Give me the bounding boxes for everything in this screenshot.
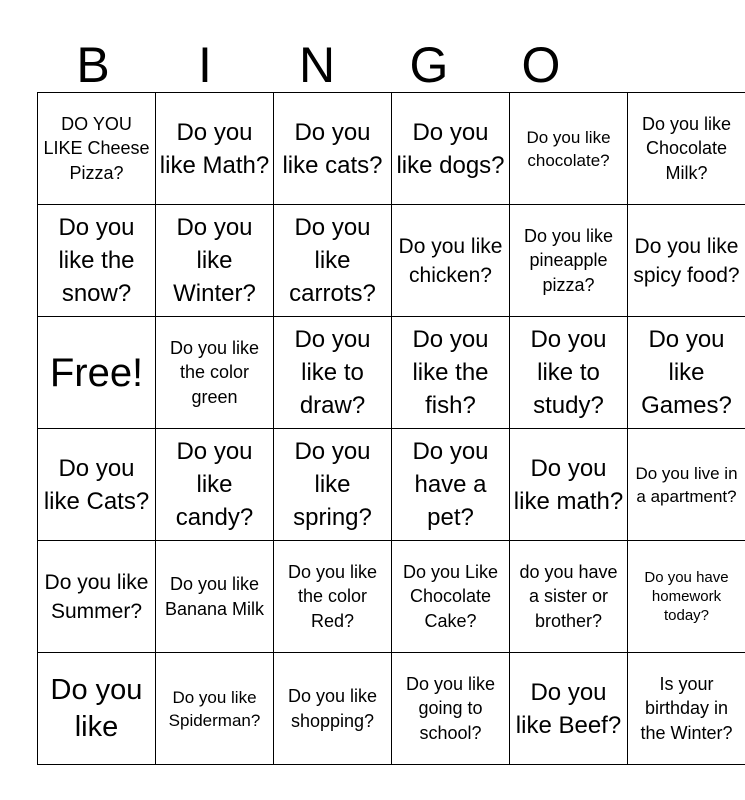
bingo-cell[interactable]: Do you like Beef?: [510, 653, 628, 765]
bingo-cell[interactable]: Do you like Cats?: [38, 429, 156, 541]
bingo-cell[interactable]: Do you like to draw?: [274, 317, 392, 429]
bingo-row: [38, 541, 745, 653]
header-letter-g: G: [409, 37, 449, 93]
bingo-cell[interactable]: Do you like Winter?: [156, 205, 274, 317]
bingo-row: [38, 93, 745, 205]
bingo-cell[interactable]: Do you like Chocolate Milk?: [628, 93, 745, 205]
bingo-cell[interactable]: Do you Like Chocolate Cake?: [392, 541, 510, 653]
bingo-cell[interactable]: Do you like Banana Milk: [156, 541, 274, 653]
bingo-cell[interactable]: Do you like going to school?: [392, 653, 510, 765]
bingo-cell[interactable]: Do you like shopping?: [274, 653, 392, 765]
header-letter-o: O: [521, 37, 561, 93]
bingo-cell[interactable]: Do you like candy?: [156, 429, 274, 541]
bingo-cell[interactable]: Do you have homework today?: [628, 541, 745, 653]
bingo-cell[interactable]: Is your birthday in the Winter?: [628, 653, 745, 765]
bingo-cell[interactable]: Do you like math?: [510, 429, 628, 541]
header-letter-i: I: [198, 37, 212, 93]
bingo-cell[interactable]: DO YOU LIKE Cheese Pizza?: [38, 93, 156, 205]
bingo-cell[interactable]: Do you like Math?: [156, 93, 274, 205]
bingo-cell[interactable]: Do you like the fish?: [392, 317, 510, 429]
bingo-cell[interactable]: Do you have a pet?: [392, 429, 510, 541]
bingo-cell-free[interactable]: Free!: [38, 317, 156, 429]
bingo-header: [37, 36, 709, 94]
bingo-cell[interactable]: Do you like Games?: [628, 317, 745, 429]
bingo-cell[interactable]: Do you like: [38, 653, 156, 765]
bingo-cell[interactable]: Do you like spring?: [274, 429, 392, 541]
header-letter-b: B: [76, 37, 110, 93]
bingo-cell[interactable]: Do you like the snow?: [38, 205, 156, 317]
bingo-row: [38, 653, 745, 765]
bingo-cell[interactable]: Do you like the color green: [156, 317, 274, 429]
bingo-cell[interactable]: Do you like cats?: [274, 93, 392, 205]
bingo-cell[interactable]: Do you like to study?: [510, 317, 628, 429]
bingo-cell[interactable]: Do you like chocolate?: [510, 93, 628, 205]
header-letter-n: N: [298, 37, 336, 93]
bingo-cell[interactable]: Do you like carrots?: [274, 205, 392, 317]
bingo-cell[interactable]: do you have a sister or brother?: [510, 541, 628, 653]
bingo-row: [38, 429, 745, 541]
bingo-cell[interactable]: Do you like pineapple pizza?: [510, 205, 628, 317]
bingo-cell[interactable]: Do you like the color Red?: [274, 541, 392, 653]
bingo-cell[interactable]: Do you like Spiderman?: [156, 653, 274, 765]
bingo-row: [38, 317, 745, 429]
bingo-row: [38, 205, 745, 317]
bingo-cell[interactable]: Do you like spicy food?: [628, 205, 745, 317]
bingo-card: [37, 92, 745, 765]
bingo-cell[interactable]: Do you like dogs?: [392, 93, 510, 205]
bingo-cell[interactable]: Do you like Summer?: [38, 541, 156, 653]
bingo-cell[interactable]: Do you like chicken?: [392, 205, 510, 317]
bingo-cell[interactable]: Do you live in a apartment?: [628, 429, 745, 541]
